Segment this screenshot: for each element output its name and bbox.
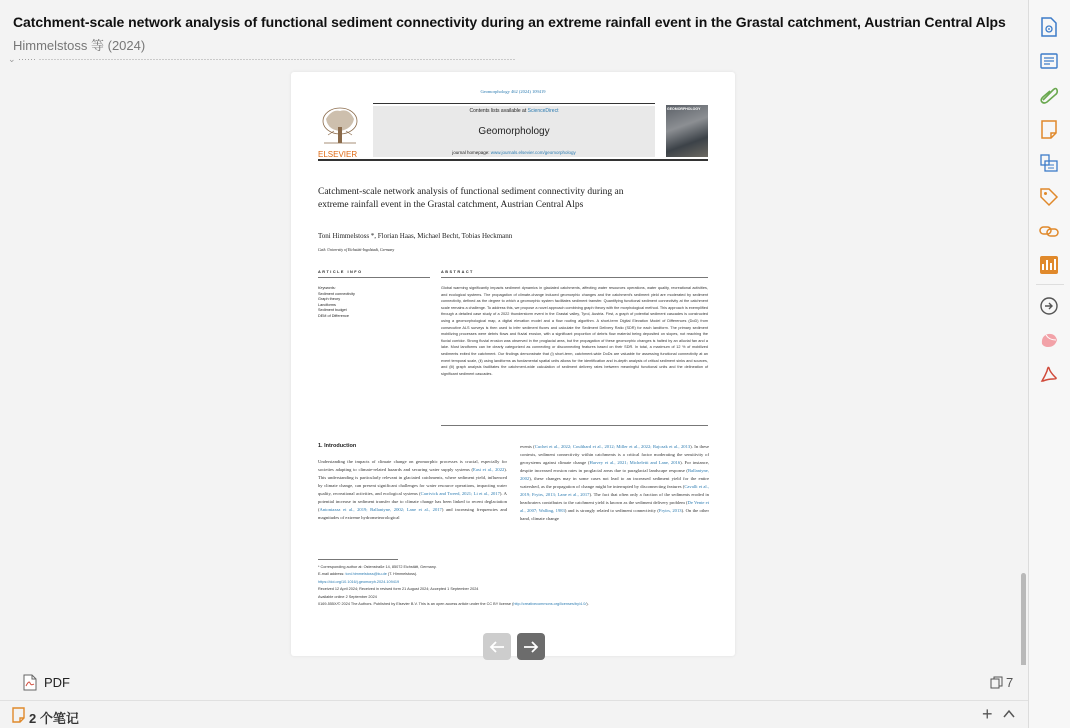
attachment-row[interactable] bbox=[0, 668, 1028, 698]
info-rule bbox=[318, 277, 430, 278]
notes-count-label: 2 个笔记 bbox=[29, 711, 79, 726]
chevron-up-icon[interactable] bbox=[1002, 707, 1016, 721]
license-link[interactable]: http://creativecommons.org/licenses/by/4.0/ bbox=[513, 602, 587, 607]
citation-link[interactable]: East et al., 2022 bbox=[473, 467, 505, 472]
prev-page-button[interactable] bbox=[483, 633, 511, 660]
available-date: Available online 2 September 2024 bbox=[318, 594, 377, 599]
journal-citation: Geomorphology 462 (2024) 109419 bbox=[480, 89, 546, 94]
homepage-prefix: journal homepage: bbox=[452, 150, 491, 155]
abstract-heading: ABSTRACT bbox=[441, 270, 474, 274]
corresponding-author-note: * Corresponding author at: Ostenstraße 14, 85072 Eichstätt, Germany. bbox=[318, 565, 437, 569]
arrow-left-icon bbox=[489, 641, 505, 653]
article-info-heading: ARTICLE INFO bbox=[318, 270, 363, 274]
next-page-button[interactable] bbox=[517, 633, 545, 660]
received-dates: Received 12 April 2024; Received in revised form 21 August 2024; Accepted 1 September 2024 bbox=[318, 587, 479, 592]
keywords-list bbox=[318, 286, 355, 320]
abstract-text: Global warming significantly impacts sediment dynamics in glaciated catchments, affecting water resources operations, water quality, recreational activities, and ecological systems. The propagation of climate-change induced geomorphic changes and the catchment's sediment yield are moderated by sediment connectivity, defined as the degree to which a geomorphic system facilitates sediment transfer. Quantifying functional sediment connectivity at the catchment scale remains a challenge. To address this, we propose a novel approach combining graph theory with the morphological method. This approach is exemplified through a detailed case study of a 2022 thunderstorm event in the Grastal valley, Tyrol, Austria. First, a graph of potential sediment cascades is constructed using a geomorphological map, a digital elevation model and a flow routing algorithm. A short-term Digital Elevation Model of Differences (DoD) from consecutive ALS surveys is then used to infer sediment fluxes and calculate the Sediment Delivery Ratio (SDR) for each landform. The primary sediment mobilizing processes were debris flows and fluvial erosion, with a significant proportion of debris flow material being deposited on slopes, not reaching the fluvial corridor. Strong fluvial erosion was observed in the proglacial area, but the propagation of these geomorphic changes is halted by an alluvial fan and a lake. Most landforms can be clearly categorized as connecting or disconnecting features based on their SDR. In total, a maximum of 12 % of mobilized sediments exited the catchment. Our findings demonstrate that (i) short-term, catchment-wide DoDs are valuable for assessing functional connectivity at an event temporal scale, (ii) using landforms as fundamental spatial units allows for the identification and in-depth analysis of critical sediment sinks and sources, and (iii) graph analysis facilitates the catchment-wide calculation of sediment delivery rates between meaningful functional units and the delineation of significant sediment cascades. bbox=[441, 286, 708, 376]
abstract-end-rule bbox=[441, 425, 708, 426]
article-affiliation: Cath. University of Eichstätt-Ingolstadt, Germany bbox=[318, 248, 395, 252]
pdf-attachment-label[interactable]: PDF bbox=[44, 675, 70, 690]
keyword: Landforms bbox=[318, 302, 336, 307]
body-text: ). In these contexts, sediment connectivity within catchments is a critical factor moderating the sensitivity of geosystems against climate change ( bbox=[520, 444, 709, 465]
footnote-rule bbox=[318, 559, 398, 560]
body-text: ), these changes may in some cases not lead to an increased sediment yield for the entire watershed, as the propagation of change might be interrupted by disconnecting features ( bbox=[520, 476, 709, 489]
page-count-value: 7 bbox=[1006, 675, 1014, 690]
collapsed-section-strip[interactable]: ⌄ ⋯⋯ ⋯⋯⋯⋯⋯⋯⋯⋯⋯⋯⋯⋯⋯⋯⋯⋯⋯⋯⋯⋯⋯⋯⋯⋯⋯⋯⋯⋯⋯⋯⋯⋯⋯⋯⋯⋯⋯⋯⋯⋯⋯⋯⋯⋯⋯⋯⋯⋯⋯⋯⋯⋯⋯ bbox=[8, 55, 516, 64]
email-prefix: E-mail address: bbox=[318, 572, 346, 577]
keyword: Sediment connectivity bbox=[318, 291, 355, 296]
pdf-icon[interactable] bbox=[1038, 363, 1060, 385]
metrics-icon[interactable] bbox=[1038, 254, 1060, 276]
license-note bbox=[318, 601, 708, 608]
citation-link[interactable]: Carrivick and Tweed, 2021; Li et al., 2017 bbox=[420, 491, 500, 496]
license-prefix: 0169-555X/© 2024 The Authors. Published by Elsevier B.V. This is an open access article under the CC BY license ( bbox=[318, 602, 514, 607]
attachments-icon[interactable] bbox=[1038, 84, 1060, 106]
libraries-icon[interactable] bbox=[1038, 152, 1060, 174]
notes-section-header[interactable] bbox=[0, 700, 1028, 728]
abstract-rule bbox=[441, 277, 708, 278]
keyword: Graph theory bbox=[318, 297, 341, 302]
pages-icon bbox=[990, 676, 1003, 689]
paper-author-line: Himmelstoss 等 (2024) bbox=[13, 38, 146, 53]
keyword: Sediment budget bbox=[318, 308, 347, 313]
body-text: events ( bbox=[520, 444, 535, 449]
body-text: ). On the other hand, climate change bbox=[520, 508, 709, 521]
body-text: ). A potential increase in sediment transfer due to climate change has been linked to recent deglaciation ( bbox=[318, 491, 507, 512]
plugin-icon[interactable] bbox=[1038, 329, 1060, 351]
citation-link[interactable]: Ballantyne, 2002 bbox=[520, 468, 709, 481]
item-pane-sidenav bbox=[1028, 0, 1070, 728]
pdf-file-icon bbox=[23, 674, 37, 691]
body-text: ) and is strongly related to sediment connectivity ( bbox=[564, 508, 659, 513]
add-note-button[interactable]: + bbox=[982, 704, 993, 724]
citation-link[interactable]: Fryirs, 2013 bbox=[658, 508, 682, 513]
footnotes bbox=[318, 564, 708, 608]
note-icon bbox=[12, 707, 25, 723]
doi-link[interactable]: https://doi.org/10.1016/j.geomorph.2024.109419 bbox=[318, 579, 400, 584]
elsevier-wordmark: ELSEVIER bbox=[318, 150, 358, 159]
journal-cover-label: GEOMORPHOLOGY bbox=[667, 107, 701, 111]
introduction-right-column bbox=[520, 443, 709, 523]
paper-title: Catchment-scale network analysis of functional sediment connectivity during an extreme rainfall event in the Grastal catchment, Austrian Central Alps bbox=[13, 14, 1006, 30]
scrollbar-thumb[interactable] bbox=[1021, 573, 1026, 665]
license-suffix: ). bbox=[586, 602, 589, 607]
related-icon[interactable] bbox=[1038, 220, 1060, 242]
sidebar-divider bbox=[1036, 284, 1064, 285]
journal-name: Geomorphology bbox=[478, 126, 550, 137]
arrow-right-icon bbox=[523, 641, 539, 653]
contents-prefix: Contents lists available at bbox=[469, 108, 528, 114]
citation-link[interactable]: Antoniazza et al., 2019; Ballantyne, 2002; Lane et al., 2017 bbox=[319, 507, 442, 512]
abstract-icon[interactable] bbox=[1038, 50, 1060, 72]
body-text: ). The fact that often only a fraction of the sediments eroded in headwaters contributes to the catchment yield is known as the sediment delivery problem ( bbox=[520, 492, 709, 505]
homepage-link[interactable]: www.journals.elsevier.com/geomorphology bbox=[490, 150, 576, 155]
body-text: ). For instance, despite increased erosion rates in proglacial areas due to paraglacial landscape response ( bbox=[520, 460, 710, 473]
sciencedirect-link[interactable]: ScienceDirect bbox=[527, 108, 559, 114]
info-icon[interactable] bbox=[1038, 16, 1060, 38]
pdf-page-preview[interactable] bbox=[291, 72, 735, 656]
introduction-heading: 1. Introduction bbox=[318, 443, 357, 449]
citation-link[interactable]: Cuchet et al., 2022; Coulthard et al., 2012; Miller et al., 2022; Rajczak et al., 2013 bbox=[534, 444, 691, 449]
citation-link[interactable]: De Vente et al., 2007; Walling, 1983 bbox=[520, 500, 709, 513]
article-authors: Toni Himmelstoss *, Florian Haas, Michael Becht, Tobias Heckmann bbox=[318, 232, 513, 240]
journal-homepage bbox=[373, 150, 655, 155]
email-note bbox=[318, 571, 708, 578]
citation-link[interactable]: Cavalli et al., 2019; Fryirs, 2013; Lane et al., 2017 bbox=[520, 484, 709, 497]
notes-icon[interactable] bbox=[1038, 118, 1060, 140]
journal-cover-thumbnail bbox=[666, 105, 708, 157]
email-link[interactable]: toni.himmelstoss@ku.de bbox=[345, 572, 387, 577]
keyword: DEM of Difference bbox=[318, 313, 349, 318]
page-count bbox=[990, 675, 1013, 690]
body-text: Understanding the impacts of climate change on geomorphic processes is crucial, especially for societies adapting to climate-related hazards and securing water supply systems ( bbox=[318, 459, 507, 472]
keywords-heading: Keywords: bbox=[318, 286, 336, 290]
locate-icon[interactable] bbox=[1038, 295, 1060, 317]
tags-icon[interactable] bbox=[1038, 186, 1060, 208]
citation-link[interactable]: Harvey et al., 2021; Micheletti and Lane, 2016 bbox=[589, 460, 681, 465]
pdf-preview-area[interactable] bbox=[0, 65, 1028, 665]
body-text: ) and increasing frequencies and magnitudes of extreme hydrometeorological bbox=[318, 507, 508, 520]
introduction-left-column bbox=[318, 458, 507, 522]
email-suffix: (T. Himmelstoss). bbox=[386, 572, 418, 577]
contents-line bbox=[373, 108, 655, 114]
item-header bbox=[0, 0, 1028, 58]
title-rule bbox=[318, 159, 708, 161]
header-rule bbox=[373, 103, 655, 104]
body-text: ). This understanding is particularly relevant in glaciated catchments, where sediment yield, influenced by climate change, can present significant challenges for water resource operations, impacting water quality, recreational activities, and ecological systems ( bbox=[318, 467, 507, 496]
article-title: Catchment-scale network analysis of functional sediment connectivity during an extreme rainfall event in the Grastal catchment, Austrian Central Alps bbox=[318, 187, 624, 210]
